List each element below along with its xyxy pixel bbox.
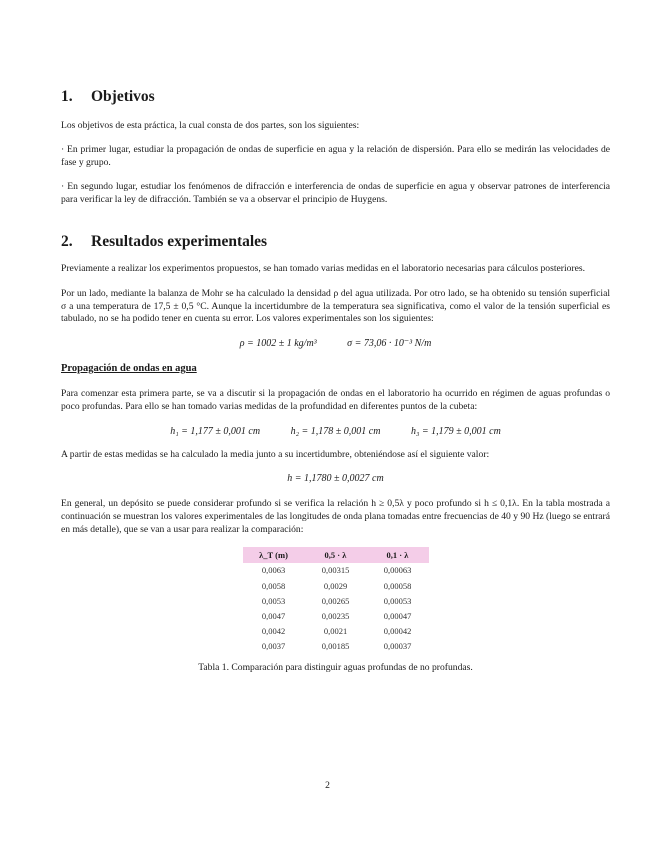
table-row [243, 563, 429, 578]
equation-h1: h₁ = 1,177 ± 0,001 cm [170, 425, 261, 437]
table-row [243, 639, 429, 654]
table-cell: 0,0021 [323, 626, 348, 637]
table-cell: 0,0037 [261, 641, 286, 652]
objective-item-2: · En segundo lugar, estudiar los fenómenos de difracción e interferencia de ondas de superficie en agua y observar patrones de interferencia para verificar la ley de difracción. También se va a observar el principio de Huygens. [61, 181, 610, 206]
section-heading-objetivos [61, 88, 610, 106]
equation-mean-depth [61, 473, 610, 484]
table-cell: 0,0029 [323, 580, 348, 591]
table-header-row [243, 547, 429, 563]
table-cell: 0,00235 [321, 610, 350, 621]
table-row [243, 624, 429, 639]
table-cell: 0,0053 [261, 595, 286, 606]
paragraph: Por un lado, mediante la balanza de Mohr se ha calculado la densidad ρ del agua utilizada. Por otro lado, se ha obtenido su tensión superficial σ a una temperatura de 17,5 ± 0,5 °C. Aunque la incertidumbre de la temperatura sea significativa, como el valor de la tensión superficial es tabulado, no se ha podido tener en cuenta su error. Los valores experimentales son los siguientes: [61, 287, 610, 325]
table-cell: 0,00185 [321, 641, 350, 652]
equation-density-tension [61, 338, 610, 349]
table-cell: 0,0058 [261, 580, 286, 591]
table-header-cell: 0,1 · λ [367, 547, 429, 563]
section-number: 2. [61, 232, 73, 250]
paragraph: A partir de estas medidas se ha calculado la media junto a su incertidumbre, obteniéndose así el siguiente valor: [61, 448, 490, 460]
table-cell: 0,00037 [383, 641, 412, 652]
objective-item-1: · En primer lugar, estudiar la propagación de ondas de superficie en agua y la relación de dispersión. Para ello se medirán las velocidades de fase y grupo. [61, 143, 610, 168]
section-title: Resultados experimentales [91, 232, 268, 250]
page-number: 2 [325, 780, 330, 791]
paragraph: Previamente a realizar los experimentos propuestos, se han tomado varias medidas en el laboratorio necesarias para cálculos posteriores. [61, 262, 585, 274]
equation-sigma: σ = 73,06 · 10⁻³ N/m [347, 338, 432, 350]
table-row [243, 608, 429, 623]
table-row [243, 578, 429, 593]
equation-rho: ρ = 1002 ± 1 kg/m³ [239, 338, 317, 350]
table-cell: 0,00063 [383, 565, 412, 576]
section-title: Objetivos [91, 88, 155, 105]
paragraph: En general, un depósito se puede considerar profundo si se verifica la relación h ≥ 0,5λ y poco profundo si h ≤ 0,1λ. En la tabla mostrada a continuación se muestran los valores experimentales de las longitudes de onda plana tomadas entre frecuencias de 40 y 90 Hz (luego se entrará en más detalle), que se van a usar para realizar la comparación: [61, 498, 610, 535]
table-cell: 0,00265 [321, 595, 350, 606]
table-cell: 0,00047 [383, 610, 412, 621]
comparison-table [243, 547, 429, 654]
table-cell: 0,00315 [321, 565, 350, 576]
table-cell: 0,00058 [383, 580, 412, 591]
equation-h: h = 1,1780 ± 0,0027 cm [287, 473, 384, 485]
table-cell: 0,0042 [261, 626, 286, 637]
table-cell: 0,0047 [261, 610, 286, 621]
section-heading-resultados [61, 233, 610, 251]
equation-h2: h₂ = 1,178 ± 0,001 cm [290, 425, 381, 437]
table-header-cell: 0,5 · λ [305, 547, 367, 563]
section-number: 1. [61, 88, 73, 105]
subheading: Propagación de ondas en agua [61, 363, 197, 375]
equation-depths [61, 426, 610, 437]
table-cell: 0,00053 [383, 595, 412, 606]
equation-h3: h₃ = 1,179 ± 0,001 cm [410, 425, 501, 437]
table-cell: 0,0063 [261, 565, 286, 576]
table-header-cell: λ_T (m) [243, 547, 305, 563]
table-row [243, 593, 429, 608]
paragraph: Para comenzar esta primera parte, se va a discutir si la propagación de ondas en el laboratorio ha ocurrido en régimen de aguas profundas o poco profundas. Para ello se han tomado varias medidas de la profundidad en diferentes puntos de la cubeta: [61, 387, 610, 412]
table-cell: 0,00042 [383, 626, 412, 637]
page-content [61, 88, 610, 675]
table-caption: Tabla 1. Comparación para distinguir aguas profundas de no profundas. [198, 661, 473, 673]
objectives-intro: Los objetivos de esta práctica, la cual consta de dos partes, son los siguientes: [61, 120, 360, 131]
